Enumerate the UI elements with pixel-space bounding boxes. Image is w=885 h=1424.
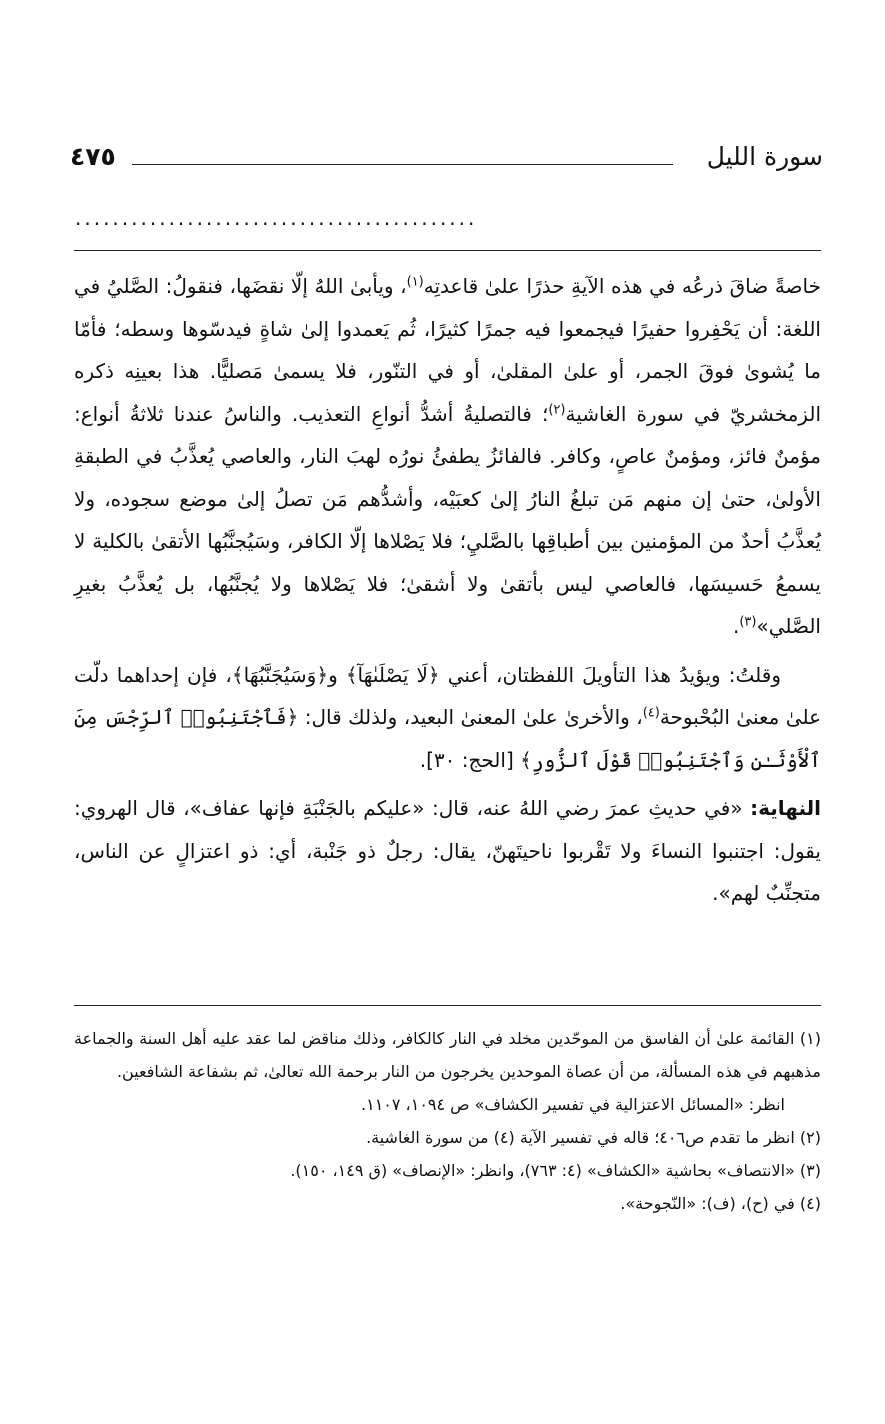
source-label: النهاية: bbox=[750, 796, 821, 820]
text-run: «في حديثِ عمرَ رضي اللهُ عنه، قال: «عليكم بالجَنْبَةِ فإنها عفاف»، قال الهروي: يقول: اجتنبوا النساءَ ولا تَقْربوا ناحيتَهنّ، يقال: رجلٌ ذو جَنْبة، أي: ذو اعتزالٍ عن الناس، متجنِّبٌ لهم». bbox=[74, 796, 821, 905]
paragraph-1 bbox=[74, 265, 821, 648]
footnote-marker-4[interactable]: (٤) bbox=[642, 705, 660, 721]
footnote-marker-1[interactable]: (١) bbox=[406, 274, 424, 290]
footnote-4: (٤) في (ح)، (ف): «النّجوحة». bbox=[620, 1194, 821, 1213]
text-run: وقلتُ: ويؤيدُ هذا التأويلَ اللفظتان، أعني bbox=[439, 662, 781, 687]
quran-quote-2: ﴿وَسَيُجَنَّبُهَا﴾ bbox=[231, 662, 329, 687]
quran-quote-1: ﴿لَا يَصْلَىٰهَآ﴾ bbox=[345, 662, 440, 687]
footnote-1: (١) القائمة علىٰ أن الفاسق من الموحّدين مخلد في النار كالكافر، وذلك مناقض لما عقد عليه أهل السنة والجماعة مذهبهم في هذه المسألة، من أن عصاة الموحدين يخرجون من النار برحمة الله تعالىٰ، ثم بشفاعة الشافعين. bbox=[74, 1029, 821, 1081]
paragraph-2 bbox=[74, 654, 821, 782]
text-run: ؛ فالتصليةُ أشدُّ أنواعِ التعذيب. والناسُ عندنا ثلاثةُ أنواع: مؤمنٌ فائز، ومؤمنٌ عاصٍ، وكافر. فالفائزُ يطفئُ نورُه لهبَ النار، والعاصي يُعذَّبُ في الطبقةِ الأولىٰ، حتىٰ إن منهم مَن تبلغُ النارُ إلىٰ كعبَيْه، وأشدُّهم مَن تصلُ إلىٰ موضع سجوده، ولا يُعذَّبُ أحدٌ من المؤمنين بين أطباقِها بالصَّليِ؛ فلا يَصْلاها إلّا الكافر، وسَيُجنَّبُها الأتقىٰ بالكلية لا يسمعُ حَسيسَها، فالعاصي ليس بأتقىٰ ولا أشقىٰ؛ فلا يَصْلاها ولا يُجنَّبُها، بل يُعذَّبُ بغيرِ الصَّلي» bbox=[74, 401, 821, 638]
text-run: [الحج: ٣٠]. bbox=[419, 747, 521, 772]
text-run: . bbox=[732, 614, 740, 638]
footnote-marker-2[interactable]: (٢) bbox=[548, 401, 566, 417]
main-text bbox=[74, 265, 821, 915]
footnote-rule bbox=[74, 1005, 821, 1006]
footnote-1-reference: انظر: «المسائل الاعتزالية في تفسير الكشاف» ص ١٠٩٤، ١١٠٧. bbox=[361, 1095, 785, 1114]
header-rule bbox=[132, 164, 673, 165]
quran-quote-3: ﴿فَٱجْتَنِبُوا۟ ٱلرِّجْسَ مِنَ ٱلْأَوْثَـٰنِ وَٱجْتَنِبُوا۟ قَوْلَ ٱلزُّورِ﴾ bbox=[74, 705, 821, 772]
text-run: ، ويأبىٰ اللهُ إلّا نقضَها، فنقولُ: الصَّليُ في اللغة: أن يَحْفِروا حفيرًا فيجمعوا فيه جمرًا كثيرًا، ثُم يَعمدوا إلىٰ شاةٍ فيدسّوها وسطه؛ فأمّا ما يُشوىٰ فوقَ الجمر، أو علىٰ المقلىٰ، أو في التنّور، فلا يسمىٰ مَصليًّا. هذا بعينِه ذكره الزمخشريّ في سورة الغاشية bbox=[74, 274, 821, 426]
paragraph-3 bbox=[74, 787, 821, 915]
running-header bbox=[70, 140, 823, 180]
footnotes bbox=[74, 1022, 821, 1220]
text-run: ، فإن إحداهما دلّت علىٰ معنىٰ البُحْبوحة bbox=[74, 662, 822, 729]
text-run: ، والأخرىٰ علىٰ المعنىٰ البعيد، ولذلك قال: bbox=[298, 705, 643, 729]
top-rule bbox=[74, 250, 821, 251]
footnote-marker-3[interactable]: (٣) bbox=[739, 614, 757, 630]
footnote-2: (٢) انظر ما تقدم ص٤٠٦؛ قاله في تفسير الآية (٤) من سورة الغاشية. bbox=[366, 1128, 821, 1147]
text-run: و bbox=[328, 662, 346, 687]
page-number: ٤٧٥ bbox=[70, 142, 116, 171]
text-run: خاصةً ضاقَ ذرعُه في هذه الآيةِ حذرًا علىٰ قاعدتِه bbox=[423, 274, 821, 298]
dotted-separator: ........................................... bbox=[75, 208, 478, 228]
footnote-3: (٣) «الانتصاف» بحاشية «الكشاف» (٤: ٧٦٣)، وانظر: «الإنصاف» (ق ١٤٩، ١٥٠). bbox=[290, 1161, 821, 1180]
surah-title: سورة الليل bbox=[706, 142, 823, 171]
